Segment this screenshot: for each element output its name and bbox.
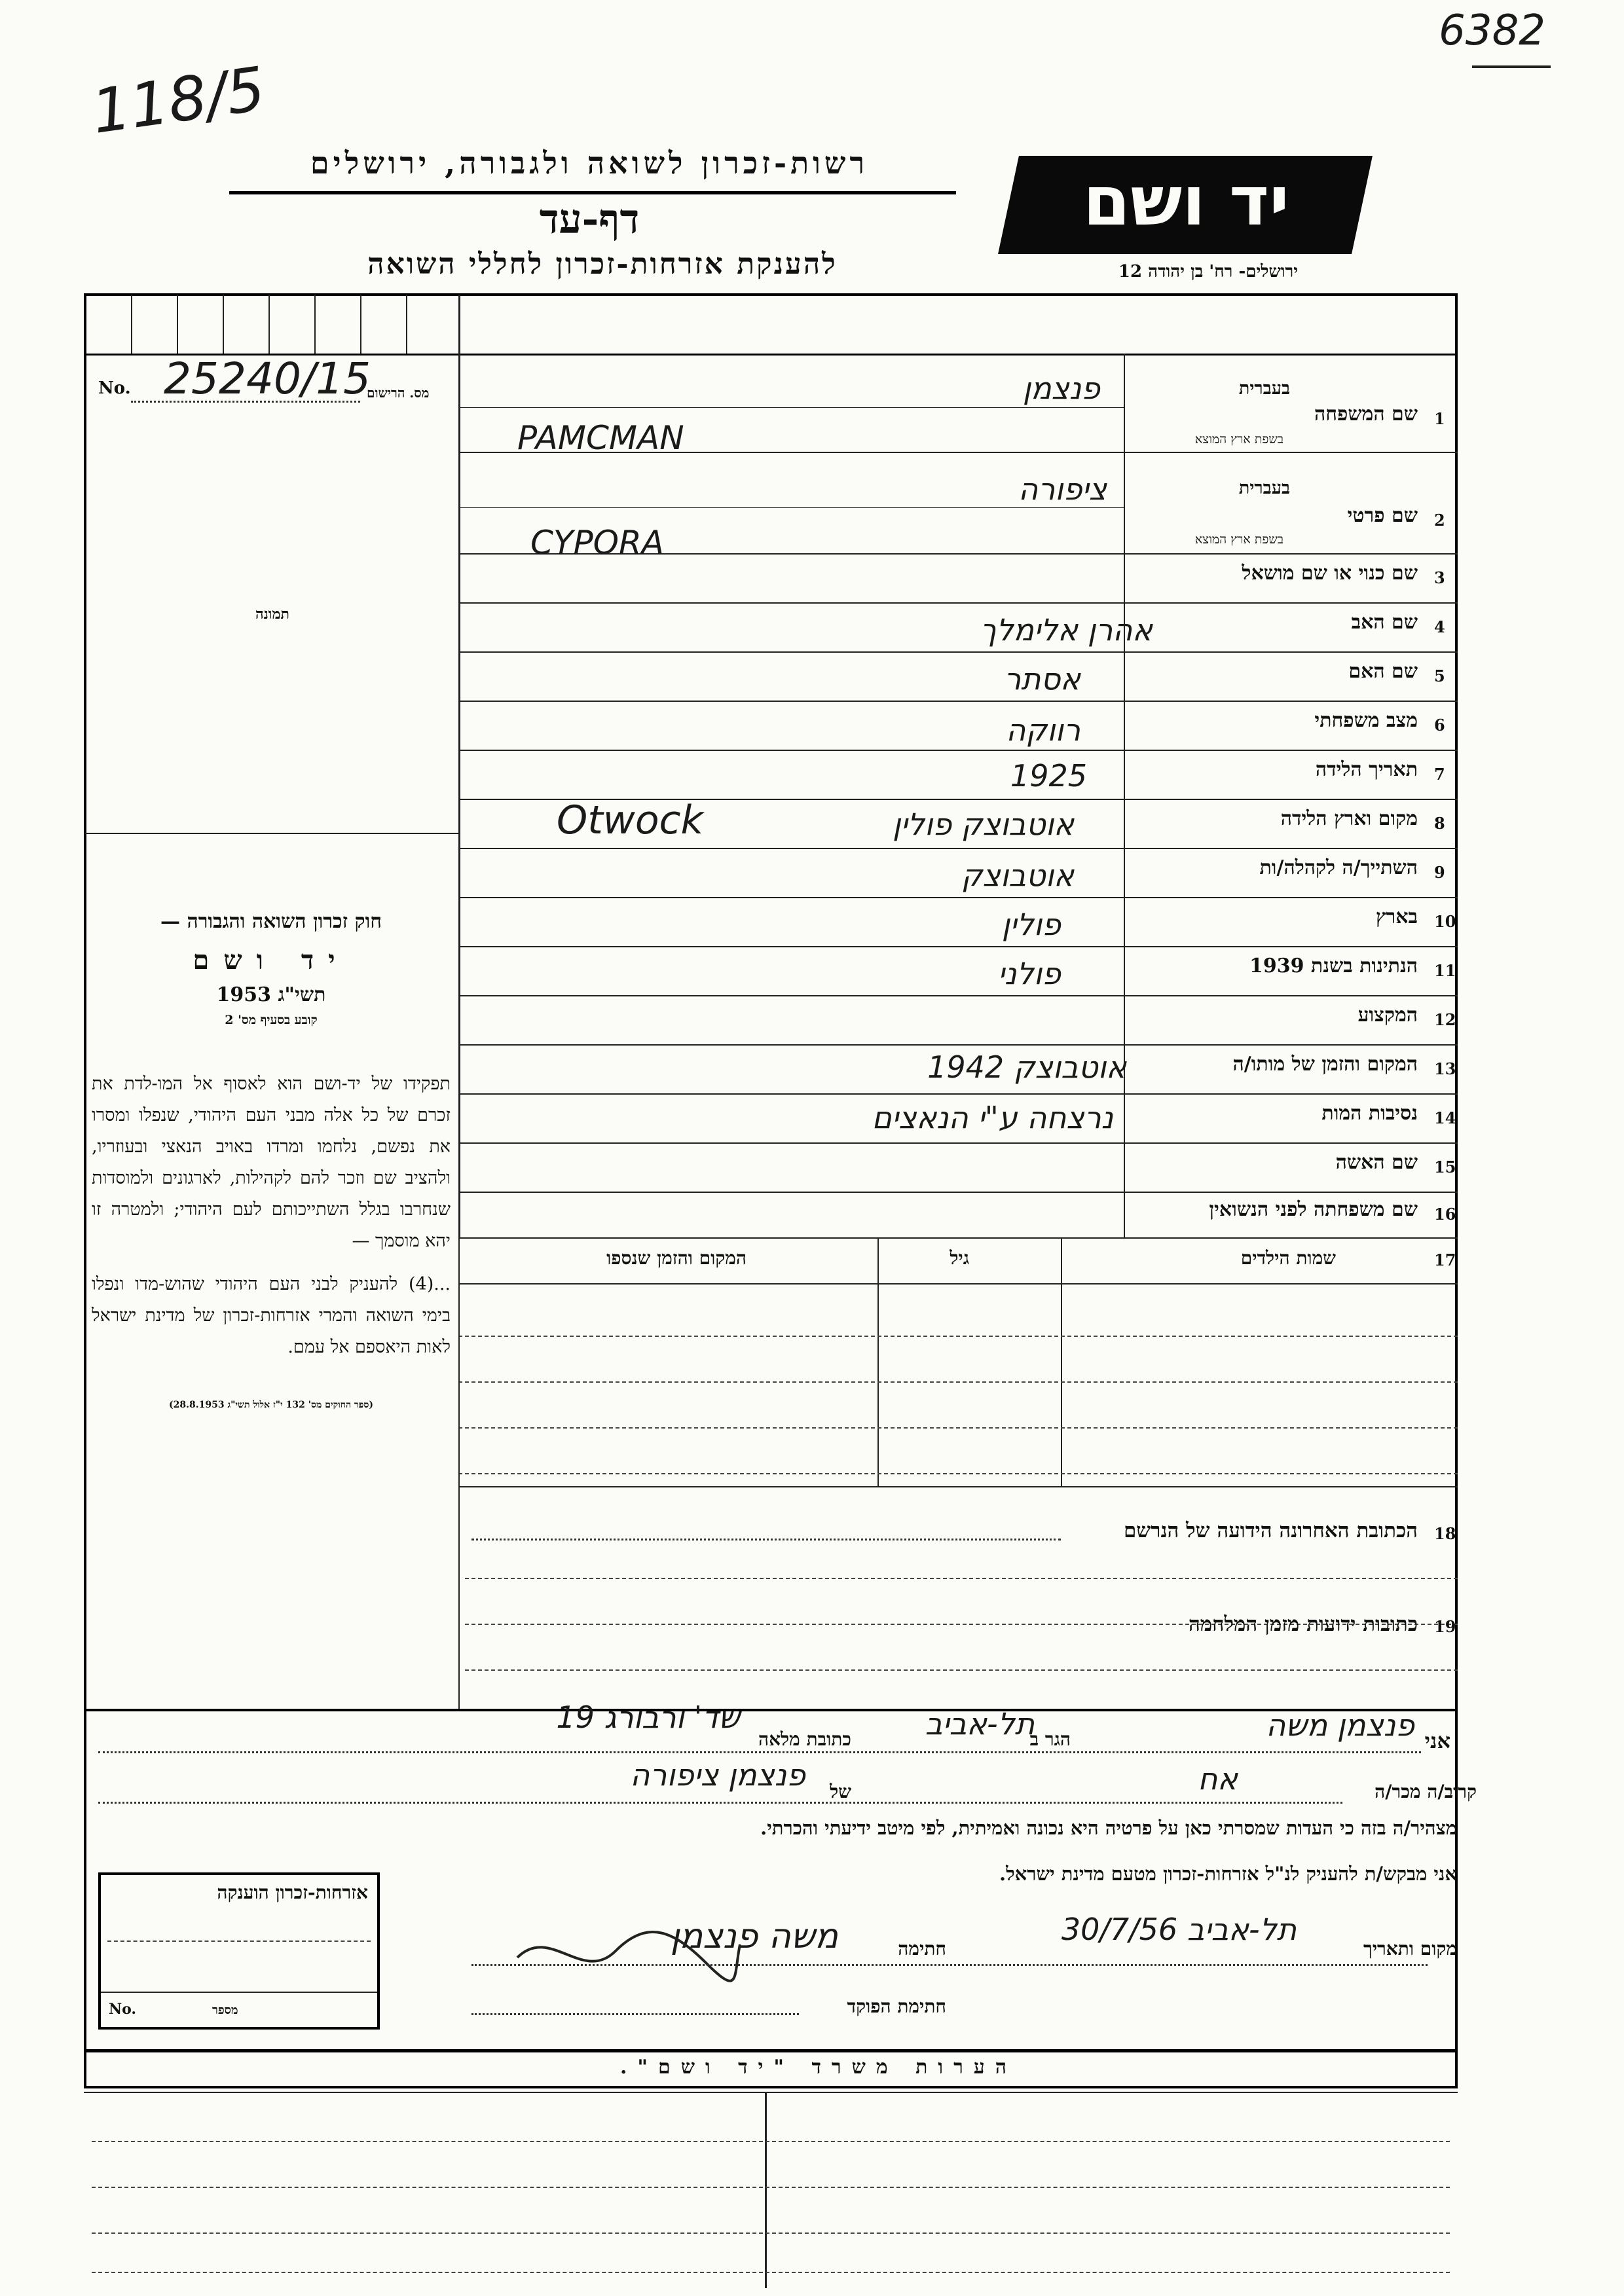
- handwritten-reference: 118/5: [87, 54, 270, 147]
- field-19-line: [465, 1669, 1458, 1671]
- remarks-title: הערות משרד "יד ושם".: [619, 2056, 1018, 2079]
- children-row-line: [458, 1381, 1458, 1383]
- field-1-value-native: PAMCMAN: [517, 419, 684, 457]
- field-8-value-latin: Otwock: [557, 797, 704, 843]
- remarks-line: [92, 2232, 1450, 2234]
- field-4-value: אהרן אלימלך: [980, 612, 1153, 647]
- field-19-number: 19: [1434, 1617, 1456, 1636]
- declaration-top: [84, 1709, 1458, 1711]
- field-14-label: נסיבות המות: [1321, 1102, 1418, 1125]
- row-line: [458, 946, 1458, 947]
- citizenship-box-no: No.: [109, 2001, 137, 2018]
- form-subtitle: להענקת אזרחות-זכרון לחללי השואה: [367, 247, 838, 281]
- children-col-divider: [1061, 1237, 1062, 1486]
- field-1-number: 1: [1434, 409, 1445, 428]
- field-1-native-label: בשפת ארץ המוצא: [1194, 432, 1283, 446]
- field-17-number: 17: [1434, 1250, 1456, 1269]
- citizenship-granted-box: [98, 1872, 380, 2030]
- declaration-line-2-dots: [98, 1802, 1342, 1804]
- field-18-dots: [471, 1539, 1061, 1540]
- field-9-value: אוטבוצק: [961, 858, 1074, 893]
- field-10-label: בארץ: [1375, 905, 1418, 928]
- photo-label: תמונה: [255, 606, 289, 623]
- citizenship-box-title: אזרחות-זכרון הוענקה: [217, 1882, 368, 1903]
- lower-sidebar-divider: [458, 1237, 460, 1709]
- field-8-number: 8: [1434, 814, 1445, 833]
- field-8-label: מקום וארץ הלידה: [1280, 807, 1418, 830]
- children-col-age: גיל: [950, 1247, 969, 1269]
- law-paragraph-1: תפקידו של יד-ושם הוא לאסוף אל המו-לדת את זכרם של כל אלה מבני העם היהודי, שנפלו ומסרו את נפשם, נלחמו ומרדו באויב הנאצי ובעוזריו, ולהציב שם וזכר להם לקהילות, לארגונים ולמוסדות שנחרבו בגלל השתייכותם לעם היהודי; ולמטרה זו יהא מוסמך —: [92, 1074, 451, 1251]
- field-11-label: הנתינות בשנת 1939: [1249, 955, 1418, 977]
- law-paragraph-2: ...(4) להעניק לבני העם היהודי שהוש-מדו ונפלו בימי השואה והמרי אזרחות-זכרון של מדינת ישראל לאות היאספם אל עמם.: [92, 1274, 451, 1357]
- signature-scribble: [511, 1918, 747, 1990]
- field-7-number: 7: [1434, 765, 1445, 784]
- remarks-line: [92, 2272, 1450, 2273]
- sub-row-line: [458, 507, 1124, 508]
- logo-text: יד ושם: [1082, 161, 1289, 241]
- resides-label: הגר ב: [1029, 1728, 1071, 1750]
- field-13-value: אוטבוצק 1942: [927, 1049, 1126, 1085]
- label-column-divider: [1124, 354, 1125, 1237]
- field-4-number: 4: [1434, 617, 1445, 636]
- row-line: [458, 848, 1458, 849]
- children-header-line: [458, 1283, 1458, 1285]
- children-col-names: שמות הילדים: [1240, 1247, 1336, 1269]
- remarks-header-line: [84, 2092, 1458, 2093]
- box-divider: [223, 295, 224, 354]
- field-5-value: אסתר: [1004, 661, 1080, 697]
- field-6-label: מצב משפחתי: [1314, 709, 1418, 732]
- field-10-number: 10: [1434, 912, 1456, 931]
- registration-label: מס. הרישום: [367, 385, 430, 401]
- field-5-number: 5: [1434, 666, 1445, 685]
- field-13-label: המקום והזמן של מותו/ה: [1232, 1053, 1418, 1076]
- signature-line-dots: [471, 1964, 1428, 1966]
- authority-underline: [229, 191, 956, 194]
- field-2-label: שם פרטי: [1347, 504, 1418, 527]
- registration-number: 25240/15: [164, 354, 371, 404]
- field-13-number: 13: [1434, 1059, 1456, 1078]
- sidebar-divider: [458, 295, 460, 1237]
- row-line: [458, 897, 1458, 898]
- declaration-line-1-dots: [98, 1751, 1421, 1753]
- office-address: ירושלים- רח' בן יהודה 12: [1118, 262, 1299, 282]
- field-12-number: 12: [1434, 1010, 1456, 1029]
- field-2-hebrew-label: בעברית: [1238, 478, 1290, 498]
- children-row-line: [458, 1336, 1458, 1337]
- field-4-label: שם האב: [1351, 611, 1418, 634]
- children-col-divider: [877, 1237, 879, 1486]
- place-date-label: מקום ותאריך: [1363, 1938, 1457, 1959]
- row-line: [458, 750, 1458, 751]
- yad-vashem-logo: [998, 156, 1373, 254]
- box-divider: [131, 295, 132, 354]
- field-16-number: 16: [1434, 1205, 1456, 1224]
- row-line: [458, 995, 1458, 996]
- field-14-number: 14: [1434, 1108, 1456, 1127]
- row-line: [458, 602, 1458, 604]
- field-14-value: נרצחה ע"י הנאצים: [872, 1100, 1113, 1135]
- field-16-label: שם משפחתה לפני הנשואין: [1209, 1198, 1418, 1221]
- field-1-hebrew-label: בעברית: [1238, 378, 1290, 399]
- citizenship-box-divider: [101, 1992, 377, 1993]
- field-1-label: שם המשפחה: [1314, 403, 1418, 426]
- field-9-number: 9: [1434, 863, 1445, 882]
- field-3-number: 3: [1434, 568, 1445, 587]
- sub-row-line: [458, 407, 1124, 408]
- law-paragraphs: [92, 1068, 451, 1421]
- law-year: תשי"ג 1953: [216, 983, 326, 1006]
- address-label: כתובת מלאה: [758, 1728, 851, 1750]
- section-18-top: [458, 1486, 1458, 1487]
- row-line: [458, 1142, 1458, 1144]
- children-col-place: המקום והזמן שנספו: [606, 1247, 747, 1269]
- signature-label: חתימה: [898, 1938, 946, 1959]
- field-2-value-native: CYPORA: [530, 524, 664, 562]
- field-7-value: 1925: [1010, 758, 1087, 793]
- registration-no-label: No.: [98, 378, 131, 398]
- remarks-divider: [765, 2092, 767, 2288]
- field-5-label: שם האם: [1348, 660, 1418, 683]
- officer-signature-dots: [471, 2013, 799, 2015]
- of-label: של: [830, 1781, 851, 1802]
- field-11-value: פולני: [997, 956, 1061, 991]
- authority-name: רשות-זכרון לשואה ולגבורה, ירושלים: [310, 145, 869, 181]
- row-line: [458, 701, 1458, 702]
- file-number-underline: [1472, 65, 1551, 68]
- field-3-label: שם כנוי או שם מושאל: [1242, 562, 1418, 585]
- field-1-value-hebrew: פנצמן: [1022, 371, 1100, 406]
- relation-label: קרוב/ה מכר/ה: [1375, 1781, 1477, 1802]
- box-divider: [268, 295, 270, 354]
- signature-value: משה פנצמן: [670, 1917, 838, 1956]
- remarks-top: [84, 2049, 1458, 2052]
- field-15-label: שם האשה: [1335, 1151, 1418, 1174]
- row-line: [458, 1237, 1458, 1239]
- law-clause: קובע בסעיף מס' 2: [225, 1013, 318, 1027]
- of-value: פנצמן ציפורה: [630, 1757, 805, 1793]
- box-divider: [314, 295, 316, 354]
- row-line: [458, 1093, 1458, 1095]
- law-block: [92, 910, 451, 1028]
- field-9-label: השתייך/ה לקהלה/ות: [1259, 856, 1418, 879]
- field-6-number: 6: [1434, 716, 1445, 735]
- field-18-number: 18: [1434, 1524, 1456, 1543]
- children-row-line: [458, 1473, 1458, 1474]
- officer-signature-label: חתימת הפוקד: [847, 1995, 946, 2017]
- row-line: [458, 1192, 1458, 1193]
- field-19-label: כתובות ידועות מזמן המלחמה: [1188, 1613, 1418, 1636]
- declaration-statement: מצהיר/ה בזה כי העדות שמסרתי כאן על פרטיה היא נכונה ואמיתית, לפי מיטב ידיעתי והכרתי.: [760, 1817, 1457, 1839]
- field-10-value: פולין: [1001, 907, 1061, 942]
- citizenship-box-line: [107, 1941, 371, 1942]
- field-18-label: הכתובת האחרונה הידועה של הנרשם: [1123, 1519, 1418, 1542]
- citizenship-box-number-label: מספר: [212, 2003, 238, 2017]
- declarant-ani-label: אני: [1424, 1728, 1450, 1753]
- archive-file-number: 6382: [1439, 7, 1545, 55]
- declarant-name: פנצמן משה: [1266, 1707, 1414, 1743]
- resides-value: תל-אביב: [925, 1706, 1035, 1741]
- field-18-line: [465, 1578, 1458, 1579]
- declaration-request: אני מבקש/ת להעניק לנ"ל אזרחות-זכרון מטעם מדינת ישראל.: [999, 1863, 1457, 1885]
- field-2-value-hebrew: ציפורה: [1018, 471, 1107, 507]
- field-6-value: רווקה: [1006, 712, 1080, 748]
- remarks-line: [92, 2141, 1450, 2142]
- remarks-line: [92, 2187, 1450, 2188]
- row-line: [458, 651, 1458, 653]
- field-8-value: אוטבוצק פולין: [892, 807, 1074, 842]
- law-title: חוק זכרון השואה והגבורה —: [160, 910, 382, 933]
- field-15-number: 15: [1434, 1157, 1456, 1176]
- law-source: (ספר החוקים מס' 132 י"ז אלול תשי"ג 28.8.1953): [169, 1400, 373, 1410]
- place-date-value: תל-אביב 30/7/56: [1061, 1912, 1297, 1947]
- field-2-native-label: בשפת ארץ המוצא: [1194, 532, 1283, 547]
- box-divider: [406, 295, 407, 354]
- photo-bottom: [85, 833, 458, 834]
- box-divider: [360, 295, 361, 354]
- field-12-label: המקצוע: [1357, 1004, 1418, 1027]
- box-divider: [177, 295, 178, 354]
- field-11-number: 11: [1434, 961, 1456, 980]
- children-row-line: [458, 1427, 1458, 1429]
- address-value: שד' ורבורג 19: [556, 1700, 740, 1735]
- relation-value: אח: [1198, 1761, 1238, 1796]
- law-name: יד ושם: [193, 945, 350, 975]
- field-7-label: תאריך הלידה: [1315, 758, 1418, 781]
- row-line: [458, 1044, 1458, 1046]
- field-2-number: 2: [1434, 511, 1445, 530]
- form-title: דף-עד: [539, 195, 640, 243]
